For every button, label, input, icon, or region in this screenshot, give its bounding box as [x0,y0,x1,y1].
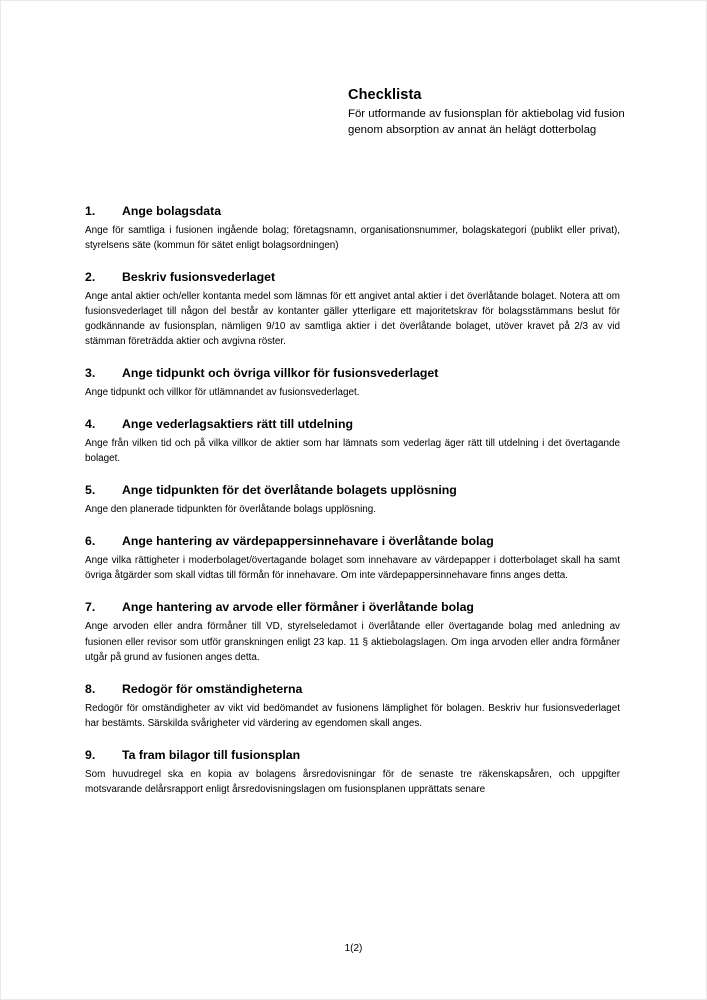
section-title: Ange bolagsdata [122,204,222,218]
section-heading [85,483,620,499]
section-heading [85,748,620,764]
section-body: Ange den planerade tidpunkten för överlåtande bolags upplösning. [85,504,376,516]
section-6 [85,534,620,583]
section-number: 2. [85,270,96,285]
section-5 [85,483,620,517]
section-heading [85,534,620,550]
section-8 [85,682,620,731]
section-title: Ange tidpunkt och övriga villkor för fusionsvederlaget [122,366,439,381]
section-body: Ange från vilken tid och på vilka villkor de aktier som har lämnats som vederlag äger rätt till utdelning i det övertagande bolaget. [85,438,620,465]
document-header [348,86,648,139]
section-body: Ange antal aktier och/eller kontanta medel som lämnas för ett angivet antal aktier i det överlåtande bolaget. Notera att om fusionsvederlaget till någon del består av kontanter gäller ytterligare ett majoritetskrav för bolagsstämmans beslut för godkännande av fusionsplan, nämligen 9/10 av samtliga aktier i det överlåtande bolaget, utöver kravet på 2/3 av vid stämman företrädda aktier och avgivna röster. [85,291,620,348]
section-title: Ange vederlagsaktiers rätt till utdelning [122,417,353,432]
section-9 [85,748,620,797]
section-title: Beskriv fusionsvederlaget [122,270,276,285]
page-footer [0,943,707,954]
section-title: Redogör för omständigheterna [122,681,303,696]
section-number: 7. [85,600,96,615]
section-heading [85,204,620,220]
section-1 [85,204,620,253]
section-heading [85,682,620,698]
section-number: 4. [85,417,96,432]
section-body: Ange vilka rättigheter i moderbolaget/övertagande bolaget som innehavare av värdepapper i dotterbolaget skall ha samt övriga åtgärder som skall vidtas till förmån för innehavare. Om inte värdepappersinnehavare finns anges detta. [85,555,620,582]
section-heading [85,600,620,616]
section-number: 3. [85,366,96,381]
section-body: Redogör för omständigheter av vikt vid bedömandet av fusionens lämplighet för bolagen. Beskriv hur fusionsvederlaget har bestämts. Särskilda svårigheter vid värdering av egendomen skall anges. [85,702,620,729]
section-4 [85,417,620,466]
section-number: 9. [85,747,96,762]
section-body: Ange arvoden eller andra förmåner till VD, styrelseledamot i överlåtande eller övertagande bolag med anledning av fusionen eller revisor som utför granskningen enligt 23 kap. 11 § aktiebolagslagen. Om inga arvoden eller andra förmåner utgår på grund av fusionen anges detta. [85,621,620,663]
section-number: 5. [85,483,96,498]
section-number: 6. [85,534,96,549]
section-title: Ange hantering av värdepappersinnehavare i överlåtande bolag [122,534,494,549]
section-heading [85,366,620,382]
section-body: Ange för samtliga i fusionen ingående bolag; företagsnamn, organisationsnummer, bolagskategori (publikt eller privat), styrelsens säte (kommun för sätet enligt bolagsordningen) [85,224,620,252]
section-title: Ta fram bilagor till fusionsplan [122,747,301,762]
section-7 [85,600,620,664]
section-number: 1. [85,204,96,218]
section-body: Ange tidpunkt och villkor för utlämnandet av fusionsvederlaget. [85,387,360,399]
page-number: 1(2) [344,943,363,954]
section-title: Ange hantering av arvode eller förmåner i överlåtande bolag [122,600,474,615]
section-body: Som huvudregel ska en kopia av bolagens årsredovisningar för de senaste tre räkenskapsåren, och uppgifter motsvarande delårsrapport enligt årsredovisningslagen om fusionsplanen upprättats senare [85,768,620,795]
section-title: Ange tidpunkten för det överlåtande bolagets upplösning [122,483,457,498]
section-heading [85,417,620,433]
section-3 [85,366,620,400]
section-heading [85,270,620,286]
section-number: 8. [85,681,96,696]
page-subtitle: För utformande av fusionsplan för aktiebolag vid fusion genom absorption av annat än helägt dotterbolag [348,108,625,137]
document-body [85,204,620,797]
page-title: Checklista [348,87,422,103]
section-2 [85,270,620,349]
